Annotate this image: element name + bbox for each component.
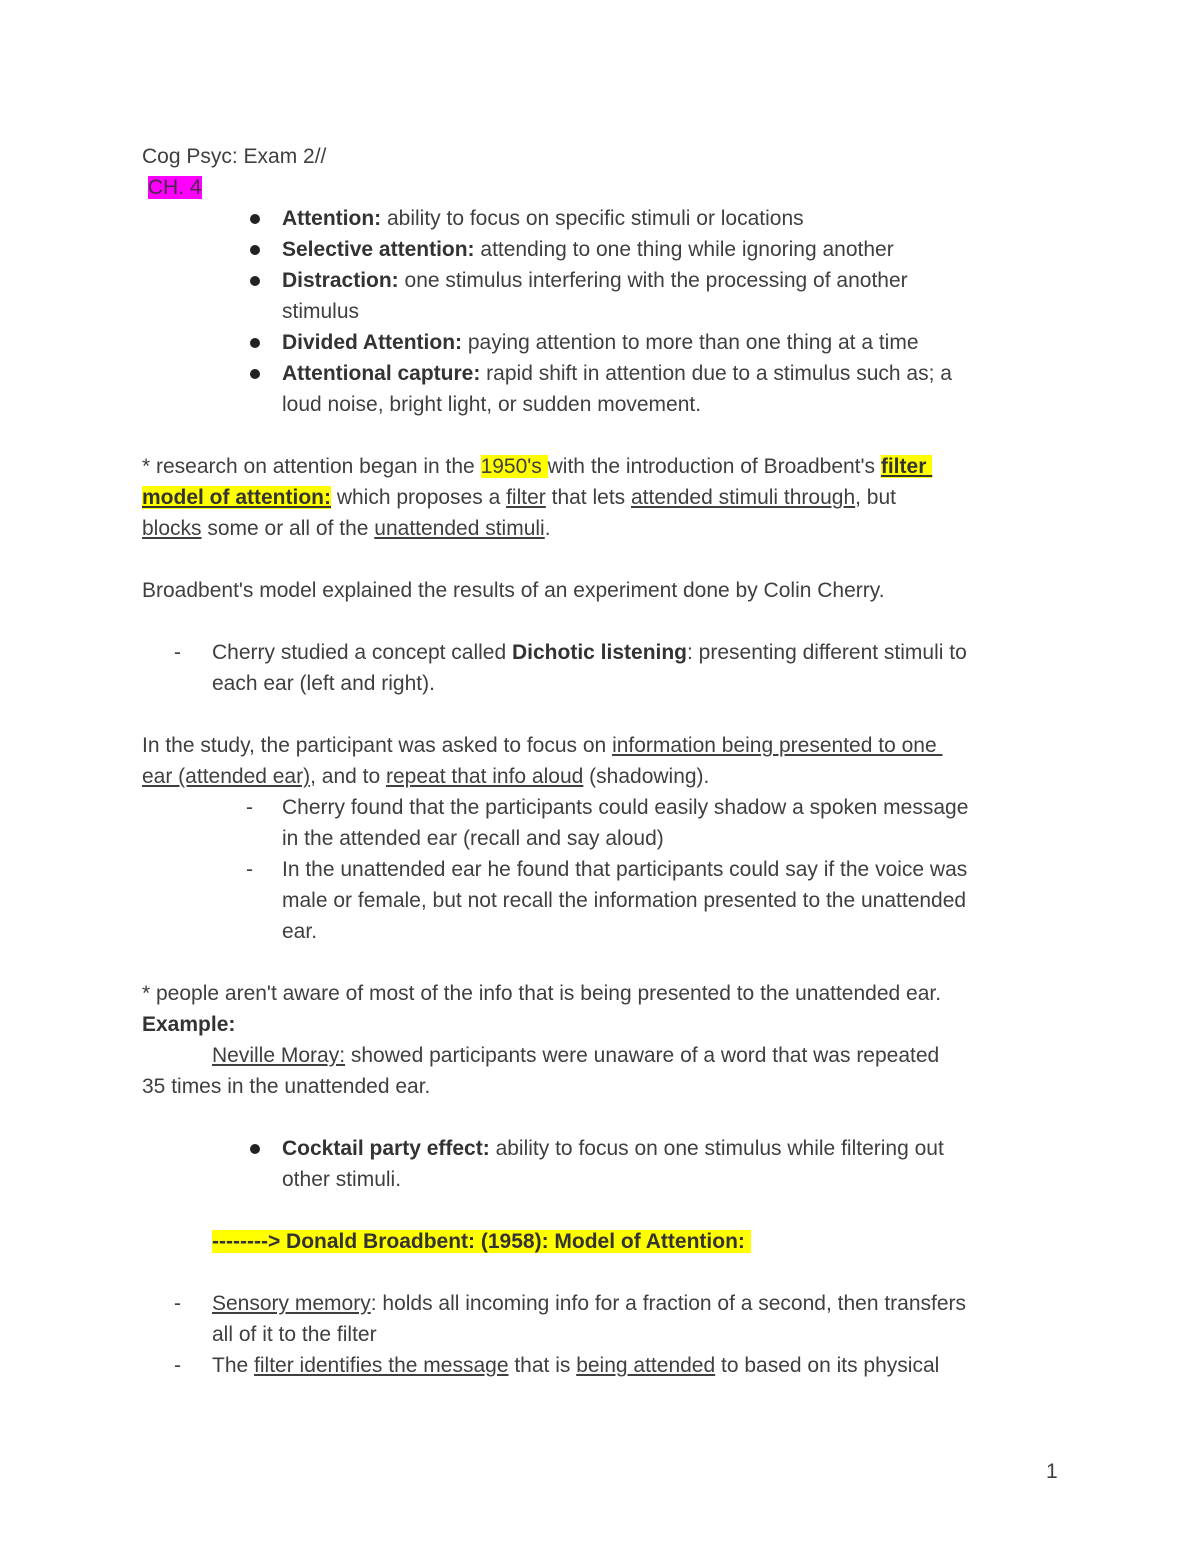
bullet-icon <box>250 338 260 348</box>
broadbent-cherry-paragraph: Broadbent's model explained the results of an experiment done by Colin Cherry. <box>142 579 885 602</box>
study-paragraph: In the study, the participant was asked to focus on information being presented to one <box>142 734 943 757</box>
finding-item-continuation: ear. <box>282 920 318 943</box>
aware-paragraph: * people aren't aware of most of the info that is being presented to the unattended ear. <box>142 982 942 1005</box>
chapter-heading <box>142 172 1072 203</box>
example-label: Example: <box>142 1013 236 1036</box>
model-item: - The filter identifies the message that is being attended to based on its physical <box>174 1354 940 1377</box>
finding-item-continuation: male or female, but not recall the information presented to the unattended <box>282 889 967 912</box>
chapter-label: CH. 4 <box>147 176 202 199</box>
research-paragraph: model of attention: which proposes a filter that lets attended stimuli through, but <box>142 486 897 509</box>
term-item: Attentional capture: rapid shift in attention due to a stimulus such as; a <box>142 358 1072 389</box>
research-paragraph: blocks some or all of the unattended stimuli. <box>142 517 551 540</box>
cherry-item-continuation: each ear (left and right). <box>212 672 435 695</box>
finding-item-continuation: in the attended ear (recall and say aloud) <box>282 827 664 850</box>
model-item: - Sensory memory: holds all incoming info for a fraction of a second, then transfers <box>174 1292 967 1315</box>
broadbent-heading: --------> Donald Broadbent: (1958): Model of Attention: <box>212 1230 751 1253</box>
term-item: Attention: ability to focus on specific stimuli or locations <box>142 203 1072 234</box>
cocktail-item: Cocktail party effect: ability to focus on one stimulus while filtering out <box>142 1133 1072 1164</box>
model-item-continuation: all of it to the filter <box>212 1323 377 1346</box>
term-item-continuation: stimulus <box>282 300 360 323</box>
term-item: Divided Attention: paying attention to more than one thing at a time <box>142 327 1072 358</box>
term-item: Distraction: one stimulus interfering with the processing of another <box>142 265 1072 296</box>
document-body <box>142 141 1072 1381</box>
page-number: 1 <box>1046 1460 1058 1483</box>
research-paragraph: * research on attention began in the 1950's with the introduction of Broadbent's filter <box>142 455 933 478</box>
bullet-icon <box>250 1144 260 1154</box>
bullet-icon <box>250 276 260 286</box>
finding-item: - Cherry found that the participants could easily shadow a spoken message <box>246 796 969 819</box>
bullet-icon <box>250 214 260 224</box>
study-paragraph: ear (attended ear), and to repeat that info aloud (shadowing). <box>142 765 710 788</box>
term-item: Selective attention: attending to one thing while ignoring another <box>142 234 1072 265</box>
cherry-item: - Cherry studied a concept called Dichotic listening: presenting different stimuli to <box>174 641 967 664</box>
page-title: Cog Psyc: Exam 2// <box>142 145 327 168</box>
cocktail-item-continuation: other stimuli. <box>282 1168 402 1191</box>
moray-paragraph: Neville Moray: showed participants were unaware of a word that was repeated <box>212 1044 940 1067</box>
term-item-continuation: loud noise, bright light, or sudden movement. <box>282 393 702 416</box>
finding-item: - In the unattended ear he found that participants could say if the voice was <box>246 858 968 881</box>
bullet-icon <box>250 369 260 379</box>
bullet-icon <box>250 245 260 255</box>
moray-paragraph-continuation: 35 times in the unattended ear. <box>142 1075 431 1098</box>
